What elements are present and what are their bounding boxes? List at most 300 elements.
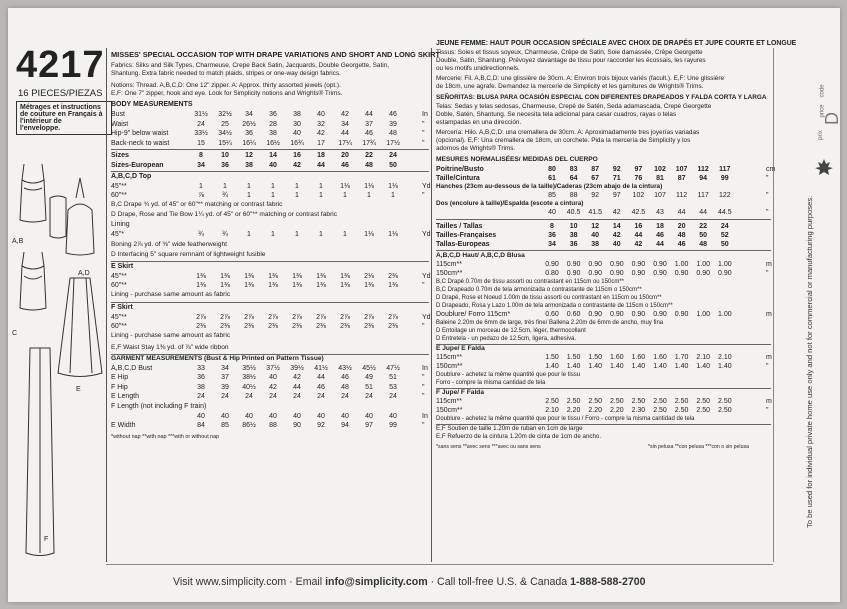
body-measurement-row-label: Hip-9" below waist: [111, 130, 169, 137]
garment-measurement-row: [111, 364, 429, 373]
body-measurement-row-value: 39: [389, 120, 397, 128]
body-measurement-row-value: 36: [269, 111, 277, 118]
mercerie-line-2: de 18cm, une agrafe. Demandez la mercerie de Simplicity et les garnitures de Wrights® Trims.: [436, 83, 704, 90]
baleine-line: D Entretela - un pedazo de 12.5cm, ligera, adhesiva.: [436, 336, 577, 342]
view-top-small-drawing: [50, 196, 66, 238]
haut-row-value: 0.90: [588, 261, 602, 268]
sizes-row-value: 12: [245, 152, 253, 159]
f-skirt-title: F Skirt: [111, 303, 133, 311]
jupe-f-row-value: 2.50: [696, 398, 710, 405]
view-label-f: F: [44, 536, 49, 543]
fabrics-line-1: Fabrics: Silks and Silk Types, Charmeuse, Crepe Back Satin, Jacquards, Double Georgette, Satin,: [111, 62, 390, 69]
jupe-f-row-label: 115cm**: [436, 398, 462, 405]
top-yardage-row-value: 1: [391, 192, 395, 199]
body-measurement-row-value: 38: [269, 130, 277, 137]
drape-fr-line: B,C Drapé 0.70m de tissu assorti ou contrastant en 115cm ou 150cm**: [436, 279, 624, 285]
tailles-row-value: 44: [656, 241, 664, 248]
body-measurement-row-value: 16¾: [290, 139, 304, 147]
garment-measurement-row-unit: ": [422, 422, 425, 430]
view-label-ad: A,D: [78, 270, 90, 277]
f-skirt-row-value: 2⅞: [268, 313, 278, 321]
view-label-c: C: [12, 330, 18, 337]
haut-row-value: 0.90: [717, 270, 732, 277]
body-measurement-row-value: 16¼: [242, 139, 256, 147]
jupe-f-row-unit: ": [766, 407, 769, 414]
e-skirt-row-value: 1⅜: [340, 282, 350, 289]
baleine-line: D Entoilage un morceau de 12.5cm, léger, thermocollant: [436, 328, 586, 334]
garment-measurement-row-value: 34: [221, 364, 229, 372]
jupe-f-row-value: 2.20: [566, 407, 581, 414]
garment-measurement-row-value: 38½: [242, 374, 256, 382]
e-skirt-row-value: 1⅜: [220, 272, 230, 280]
garment-measurement-row-value: 92: [317, 422, 325, 430]
garment-measurement-row-value: 40: [389, 412, 397, 420]
view-e-skirt-drawing: [58, 278, 102, 377]
tailles-row: [436, 240, 771, 249]
f-skirt-row-value: 2⅜: [268, 323, 278, 330]
garment-measurement-row-unit: In: [422, 364, 428, 372]
body-measurement-row-value: 15: [197, 139, 205, 147]
garment-measurement-row-value: 51: [365, 383, 373, 391]
garment-measurement-row-value: 24: [341, 393, 349, 401]
dos-label: Dos (encolure à taille)/Espalda (escote a cintura): [436, 200, 584, 207]
garment-measurement-row-value: 40: [221, 412, 229, 420]
refuerzo-line: E,F Refuerzo de la cintura 1.20m de cinta de 1cm de ancho.: [436, 433, 602, 440]
garment-measurement-row-value: 40: [341, 412, 349, 420]
jupe-e-row-value: 2.10: [717, 354, 732, 361]
top-yardage-row-label: 60"**: [111, 192, 127, 199]
tailles-row-value: 34: [548, 241, 556, 248]
hanches-row-value: 107: [654, 192, 666, 199]
tailles-row-label: Tailles-Françaises: [436, 232, 497, 239]
garment-measurement-row-value: 39½: [290, 364, 304, 372]
body-measurement-row-unit: ": [422, 120, 425, 128]
f-skirt-row-value: 2⅞: [364, 313, 374, 321]
dos-row-unit: ": [766, 209, 769, 216]
mesure-row-value: 87: [677, 175, 686, 182]
f-skirt-row-value: 2⅞: [244, 313, 254, 321]
note-line-3: l'intérieur de: [20, 118, 62, 125]
garment-measurement-row-value: 40: [365, 412, 373, 420]
f-skirt-row-value: 2⅜: [244, 323, 254, 330]
mesure-row-label: Taille/Cintura: [436, 175, 480, 182]
english-footnote: *without nap **with nap ***with or without nap: [111, 433, 220, 440]
jupe-e-row-value: 1.40: [588, 363, 602, 370]
haut-row-value: 0.90: [566, 261, 581, 268]
mesure-row-value: 81: [656, 175, 664, 182]
body-measurement-row-label: Waist: [111, 120, 129, 128]
sizes-row-value: 10: [221, 152, 229, 159]
garment-measurement-row-value: 40: [317, 412, 325, 420]
f-skirt-row-value: 2⅜: [196, 323, 206, 330]
tissus-line-1: Tissus: Soies et tissus soyeux, Charmeuse, Crêpe de Satin, Soie damassée, Crêpe Georgette: [436, 49, 703, 56]
doublure-row-unit: m: [766, 311, 772, 318]
garment-measurement-row-value: 37½: [266, 364, 280, 372]
top-yardage-row-unit: Yd: [422, 182, 431, 190]
garment-measurement-row-value: 94: [341, 422, 349, 430]
garment-measurement-row-value: 40: [245, 412, 253, 420]
garment-measurement-row-value: 97: [365, 422, 373, 430]
haut-row-value: 0.90: [609, 261, 624, 268]
garment-measurement-row-label: E Width: [111, 422, 136, 430]
tissus-line-2: Double, Satin, Shantung. Prévoyez davantage de tissu pour raccorder les écossais, les rayures: [436, 57, 706, 64]
body-measurement-row-value: 30: [293, 120, 301, 128]
rule: [111, 149, 429, 150]
mesure-row-value: 94: [699, 175, 708, 182]
jupe-e-row-value: 1.60: [631, 354, 646, 361]
drape-fr-line: B,C Drapeado 0.70m de tela armonizada o contrastante de 115cm o 150cm**: [436, 287, 642, 293]
haut-row-value: 0.90: [609, 270, 624, 277]
jupe-e-row-value: 1.40: [674, 363, 689, 370]
garment-measurement-row-value: 47½: [386, 364, 400, 372]
body-measurement-row-value: 42: [317, 130, 325, 137]
garment-measurement-row-value: 45½: [362, 364, 376, 372]
top-yardage-row-value: 1: [367, 192, 371, 199]
e-skirt-row-value: 1⅜: [268, 272, 278, 280]
f-skirt-row-value: 2⅜: [292, 323, 302, 330]
tailles-row-value: 50: [720, 241, 729, 248]
jupe-e-doublure: Doublure - achetez la même quantité que pour le tissu: [436, 372, 581, 378]
e-skirt-row-label: 45"**: [111, 272, 127, 280]
top-yardage-row-value: 1: [271, 192, 275, 199]
body-measurement-row-value: 38: [293, 111, 301, 118]
garment-measurement-row-value: 24: [365, 393, 373, 401]
jupe-f-row-value: 2.50: [696, 407, 710, 414]
garment-measurements-title: GARMENT MEASUREMENTS (Bust & Hip Printed on Pattern Tissue): [111, 354, 324, 362]
garment-measurement-row-label: E Hip: [111, 374, 129, 382]
body-measurement-row-value: 16½: [266, 139, 280, 147]
haut-row-value: 1.00: [674, 261, 689, 268]
sizes-european-row-value: 44: [317, 161, 325, 169]
mesure-row-value: 117: [719, 166, 731, 173]
haut-title: A,B,C,D Haut/ A,B,C,D Blusa: [436, 252, 525, 259]
tailles-row-value: 24: [720, 223, 729, 230]
garment-measurement-row-value: 46: [341, 374, 349, 382]
lining-row-value: ¾: [198, 230, 204, 238]
top-yardage-row: [111, 182, 429, 191]
haut-row-label: 115cm**: [436, 261, 462, 268]
mesure-row-value: 107: [675, 166, 688, 173]
sizes-row-value: 22: [365, 152, 373, 159]
dos-row-value: 44: [699, 209, 708, 216]
jupe-f-row-value: 2.50: [717, 398, 732, 405]
sizes-european-row-value: 46: [341, 161, 349, 169]
tailles-row-value: 16: [634, 223, 643, 230]
garment-measurement-row-value: 43½: [338, 364, 352, 372]
sizes-row-label: Sizes: [111, 152, 129, 159]
mesure-row-unit: cm: [766, 166, 776, 173]
note-line-2: de couture en Français à: [20, 111, 103, 118]
edge-letter: D: [822, 112, 842, 125]
doublure-row-value: 0.90: [588, 311, 602, 318]
jupe-e-row-unit: ": [766, 363, 769, 370]
doublure-row-value: 0.90: [609, 311, 624, 318]
tailles-row-value: 8: [550, 223, 554, 230]
tailles-row-value: 48: [677, 232, 686, 239]
jupe-e-row-unit: m: [766, 354, 772, 361]
jupe-e-row-label: 115cm**: [436, 354, 462, 361]
merceria-line-2: (opcional). E,F: Una cremallera de 18cm, un corchete. Pida la mercería de Simplicity y los: [436, 137, 691, 144]
lining-row-value: 1: [295, 230, 299, 238]
garment-measurement-row-value: 40: [269, 412, 277, 420]
body-measurement-row: [111, 120, 429, 129]
haut-row-value: 0.90: [696, 270, 710, 277]
jupe-e-row-value: 1.50: [545, 354, 559, 361]
fabrics-line-2: Shantung. Extra fabric needed to match plaids, stripes or one-way design fabrics.: [111, 70, 341, 77]
garment-measurement-row: [111, 392, 429, 401]
mesure-row-label: Poitrine/Busto: [436, 166, 484, 173]
doublure-row-value: 0.90: [674, 311, 689, 318]
notions-line-1: Notions: Thread. A,B,C,D: One 12" zipper. A: Approx. thirty assorted jewels (opt.).: [111, 82, 341, 89]
drape-line: B,C Drape ¾ yd. of 45" or 60"** matching or contrast fabric: [111, 200, 283, 208]
body-measurement-row-value: 33½: [194, 130, 208, 137]
tailles-row-value: 46: [656, 232, 664, 239]
jupe-f-doublure: Doublure - achetez la même quantité que pour le tissu / Forro - compre la misma cantidad de tela: [436, 416, 695, 422]
tailles-row-value: 38: [569, 232, 578, 239]
e-skirt-row-value: 1⅜: [196, 272, 206, 280]
garment-measurement-row: [111, 421, 429, 430]
jupe-e-title: E Jupe/ E Falda: [436, 345, 485, 352]
body-measurement-row-unit: ": [422, 130, 425, 137]
garment-measurement-row-value: 24: [245, 393, 253, 401]
top-yardage-row-value: ⅞: [198, 192, 204, 199]
hanches-row-value: 102: [632, 192, 645, 199]
e-skirt-row-value: 1⅜: [244, 282, 254, 289]
haut-row-value: 0.90: [631, 261, 646, 268]
dos-row-value: 42: [612, 209, 621, 216]
garment-measurement-row-value: 42: [293, 374, 301, 382]
mesure-row-value: 102: [654, 166, 666, 173]
drape-fr-line: D Drapeado, Rosa y Lazo 1.00m de tela armonizada o contrastante de 115cm o 150cm**: [436, 303, 673, 309]
e-lining-line: Lining - purchase same amount as fabric: [111, 290, 231, 298]
f-skirt-row-value: 2⅜: [220, 323, 230, 330]
baleine-line: Baleine 2.20m de 6mm de large, très fine/ Ballena 2.20m de 6mm de ancho, muy fina: [436, 320, 664, 326]
body-measurement-row-value: 32: [317, 120, 325, 128]
mesure-row: [436, 165, 776, 174]
top-yardage-row-value: 1: [247, 192, 251, 199]
garment-measurement-row-value: 24: [293, 393, 301, 401]
view-ad-top-drawing: [66, 204, 94, 255]
mesure-row-value: 112: [697, 166, 709, 173]
jupe-e-row-value: 1.40: [653, 363, 667, 370]
jupe-e-row: [436, 362, 771, 371]
mesure-row-value: 92: [612, 166, 621, 173]
jupe-f-row-value: 2.50: [717, 407, 732, 414]
jupe-f-row-value: 2.10: [545, 407, 559, 414]
hanches-row-value: 97: [612, 192, 621, 199]
body-measurement-row-value: 15¼: [218, 139, 232, 147]
tailles-row-value: 40: [612, 241, 621, 248]
haut-row-unit: m: [766, 261, 772, 268]
hanches-row-value: 88: [569, 192, 578, 199]
code-label: code: [819, 84, 826, 98]
garment-measurement-row-unit: In: [422, 412, 428, 420]
mesure-row-value: 80: [548, 166, 556, 173]
tailles-row: [436, 222, 771, 231]
jupe-e-row-value: 2.10: [696, 354, 710, 361]
body-measurement-row-value: 34½: [218, 130, 232, 137]
french-footnote-right: *sin pelusa **con pelusa ***con o sin pelusa: [648, 444, 749, 450]
jupe-e-row-value: 1.40: [566, 363, 581, 370]
jupe-f-row-value: 2.20: [588, 407, 602, 414]
jupe-f-row: [436, 397, 771, 406]
mesure-row-unit: ": [766, 175, 769, 182]
sizes-row-value: 16: [293, 152, 301, 159]
jupe-f-row-value: 2.50: [545, 398, 559, 405]
haut-row: [436, 269, 771, 278]
drape-line: D Drape, Rose and Tie Bow 1¼ yd. of 45" or 60"** matching or contrast fabric: [111, 210, 338, 218]
top-yardage-row-value: 1: [319, 192, 323, 199]
telas-line-1: Telas: Sedas y telas sedosas, Charmeuse, Crepé de Satén, Seda adamascada, Crepé Georgette: [436, 103, 712, 110]
body-measurement-row-value: 31½: [194, 111, 208, 118]
garment-measurement-row-label: F Hip: [111, 383, 128, 391]
e-skirt-row-value: 1⅜: [364, 282, 374, 289]
title-french: JEUNE FEMME: HAUT POUR OCCASION SPÉCIALE AVEC CHOIX DE DRAPÉS ET JUPE COURTE ET LONGUE: [436, 40, 797, 47]
tailles-row-value: 14: [612, 223, 621, 230]
jupe-f-row: [436, 406, 771, 415]
french-footnote-left: *sans sens **avec sens ***avec ou sans sens: [436, 444, 541, 450]
lining-row-value: 1⅛: [388, 230, 398, 238]
top-yardage-row: [111, 191, 429, 200]
doublure-row-label: Doublure/ Forro 115cm*: [436, 311, 511, 318]
hanches-label: Hanches (23cm au-dessous de la taille)/Caderas (23cm abajo de la cintura): [436, 183, 663, 190]
garment-measurement-row-value: 42: [269, 383, 277, 391]
garment-measurement-row-value: 24: [317, 393, 325, 401]
top-yardage-row-value: 1: [247, 182, 251, 190]
garment-measurement-row-value: 40: [293, 412, 301, 420]
garment-measurement-row-value: 36: [197, 374, 205, 382]
dos-row-value: 41.5: [588, 209, 602, 216]
tailles-row: [436, 231, 771, 240]
f-lining-line: Lining - purchase same amount as fabric: [111, 331, 231, 339]
top-yardage-row-value: 1: [199, 182, 203, 190]
rule: [436, 219, 771, 220]
soutien-line: E,F Soutien de taille 1.20m de ruban en 1cm de large: [436, 425, 583, 432]
view-label-ab: A,B: [12, 238, 24, 245]
f-skirt-row-value: 2⅜: [316, 323, 326, 330]
website-link[interactable]: www.simplicity.com: [195, 576, 287, 588]
hanches-row-value: 122: [718, 192, 731, 199]
garment-measurement-row-unit: ": [422, 393, 425, 401]
e-skirt-row-value: 1⅜: [292, 272, 302, 280]
footer-contact: [173, 576, 646, 588]
body-measurement-row-value: 34: [341, 120, 349, 128]
waist-stay-line: E,F Waist Stay 1⅜ yd. of ⅞" wide ribbon: [111, 343, 229, 351]
jupe-f-row-value: 2.50: [653, 407, 667, 414]
f-skirt-row-value: 2⅞: [292, 313, 302, 321]
hanches-row: [436, 191, 771, 200]
top-yardage-row-unit: ": [422, 192, 425, 199]
haut-row-value: 0.90: [653, 261, 667, 268]
garment-measurement-row: [111, 383, 429, 392]
doublure-row-value: 1.00: [717, 311, 732, 318]
hanches-row-value: 117: [697, 192, 709, 199]
jupe-e-row-value: 1.40: [545, 363, 559, 370]
top-yardage-row-value: 1⅛: [340, 182, 350, 190]
sizes-european-row-label: Sizes-European: [111, 161, 164, 169]
haut-row-value: 1.00: [717, 261, 732, 268]
body-measurement-row-value: 32½: [218, 111, 232, 118]
mercerie-line-1: Mercerie: Fil. A,B,C,D: une glissière de 30cm. A: Environ trois bijoux variés (facult.). E,F: Une glissière: [436, 75, 725, 82]
jupe-e-row-value: 1.70: [674, 354, 689, 361]
doublure-row-value: 1.00: [696, 311, 710, 318]
doublure-row: [436, 310, 771, 319]
top-yardage-row-value: 1: [319, 182, 323, 190]
haut-row-value: 0.80: [545, 270, 559, 277]
email-link[interactable]: info@simplicity.com: [325, 576, 428, 588]
e-skirt-row: [111, 281, 429, 290]
body-measurement-row-value: 46: [365, 130, 373, 137]
doublure-row-value: 0.90: [631, 311, 646, 318]
doublure-row-value: 0.60: [566, 311, 581, 318]
haut-row-unit: ": [766, 270, 769, 277]
mesure-row-value: 61: [548, 175, 556, 182]
tailles-row-value: 52: [720, 232, 729, 239]
garment-measurement-row-value: 86½: [242, 422, 256, 430]
tailles-row-value: 42: [634, 241, 643, 248]
f-skirt-row-value: 2⅞: [316, 313, 326, 321]
garment-measurement-row-value: 40½: [242, 383, 256, 391]
tailles-row-value: 44: [634, 232, 643, 239]
garment-measurement-row-value: 90: [293, 422, 301, 430]
body-measurement-row-value: 40: [317, 111, 325, 118]
f-skirt-row: [111, 313, 429, 322]
merceria-line-3: adornos de Wrights® Trims.: [436, 145, 516, 152]
top-yardage-row-value: ¾: [222, 192, 228, 199]
body-measurement-row: [111, 110, 429, 119]
haut-row-value: 0.90: [566, 270, 581, 277]
pieces-count: 16 PIECES/PIEZAS: [18, 88, 103, 99]
garment-measurement-row: [111, 412, 429, 421]
f-skirt-row-value: 2⅜: [340, 323, 350, 330]
tailles-row-value: 18: [656, 223, 664, 230]
doublure-row-value: 0.60: [545, 311, 559, 318]
haut-row-value: 1.00: [696, 261, 710, 268]
lining-row-value: ¾: [222, 230, 228, 238]
tailles-row-label: Tailles / Tallas: [436, 223, 483, 230]
jupe-f-row-value: 2.50: [609, 398, 624, 405]
sizes-european-row: [111, 161, 429, 170]
garment-measurement-row-value: 84: [197, 422, 205, 430]
garment-measurement-row-label: A,B,C,D Bust: [111, 364, 153, 372]
e-skirt-row-label: 60"**: [111, 282, 127, 289]
pattern-number: 4217: [16, 44, 105, 86]
mesure-row-value: 76: [634, 175, 643, 182]
f-skirt-row-label: 60"**: [111, 323, 127, 330]
title-english: MISSES' SPECIAL OCCASION TOP WITH DRAPE VARIATIONS AND SHORT AND LONG SKIRT: [111, 50, 441, 59]
e-skirt-row-value: 2⅛: [364, 272, 374, 280]
garment-measurement-row-value: 40: [269, 374, 277, 382]
sizes-european-row-value: 48: [365, 161, 373, 169]
body-measurement-row-label: Back-neck to waist: [111, 139, 170, 147]
body-measurement-row-value: 40: [293, 130, 301, 137]
tailles-row-value: 36: [569, 241, 578, 248]
maple-leaf-icon: [814, 158, 834, 178]
garment-measurement-row-value: 35½: [242, 364, 256, 372]
e-skirt-row-unit: Yd: [422, 272, 431, 280]
body-measurement-row-value: 37: [365, 120, 373, 128]
top-yardage-row-value: 1: [295, 192, 299, 199]
body-measurement-row-value: 17½: [386, 139, 400, 147]
f-skirt-row-value: 2⅞: [340, 313, 350, 321]
jupe-f-row-label: 150cm**: [436, 407, 463, 414]
body-measurement-row-value: 17¼: [338, 139, 352, 147]
telas-line-2: Doble, Satén, Shantung. Se necesita tela adicional para casar cuadros, rayas o telas: [436, 111, 677, 118]
garment-measurement-row-value: 51: [389, 374, 397, 382]
body-measurements-title: BODY MEASUREMENTS: [111, 101, 193, 108]
body-measurement-row-label: Bust: [111, 111, 126, 118]
haut-row-value: 0.90: [588, 270, 602, 277]
